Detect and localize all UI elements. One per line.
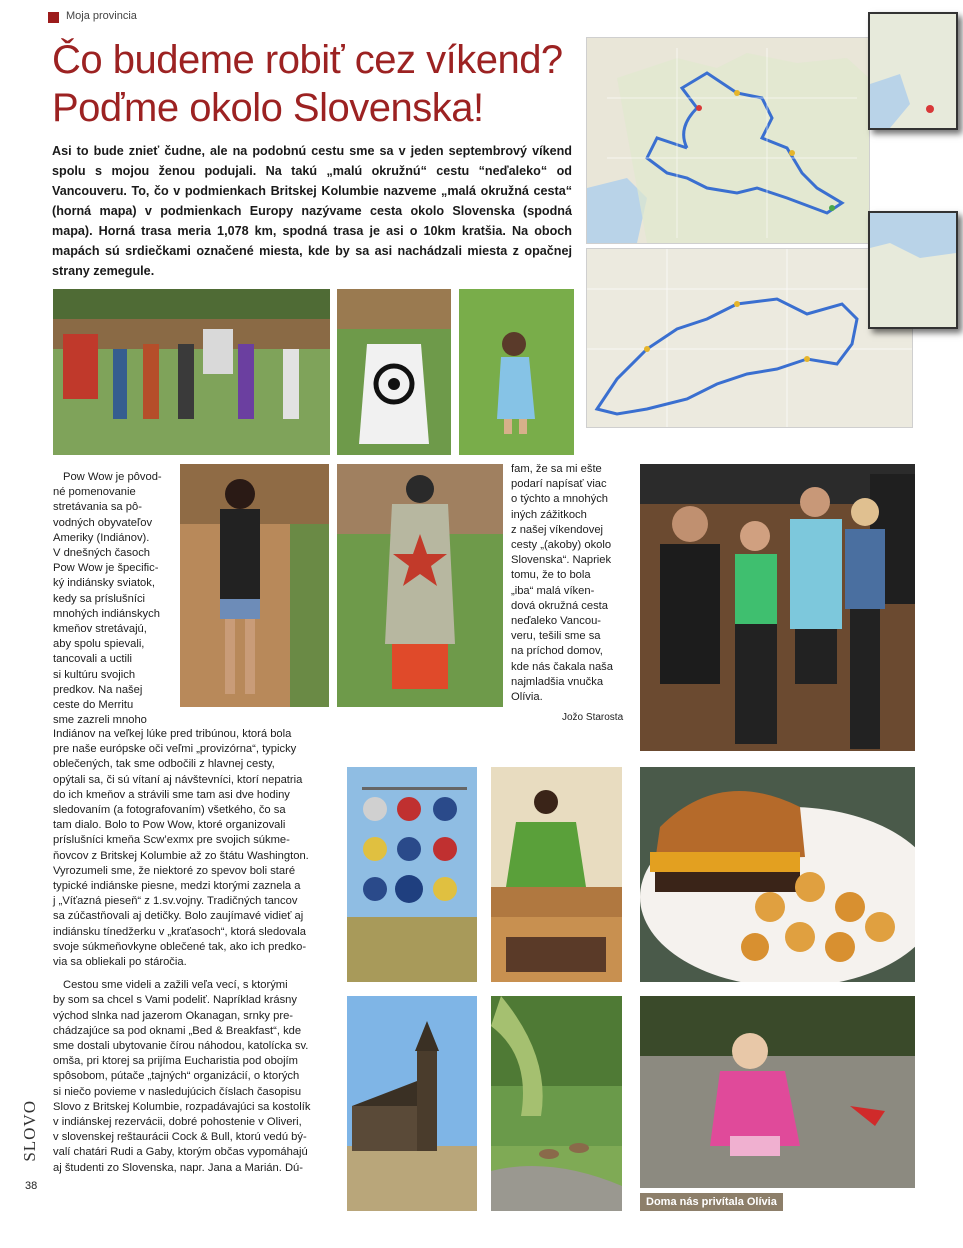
text-line: kedy sa príslušníci	[53, 592, 146, 605]
text-line: Indiánov na veľkej lúke pred tribúnou, ktorá bola	[53, 728, 292, 740]
text-line: príslušníci kmeňa Scw’exmx pre svojich súkme-	[53, 834, 290, 847]
photo-priest-graphic	[491, 767, 622, 982]
text-line: by som sa chcel s Vami podeliť. Napríklad krásny	[53, 994, 297, 1007]
photo-burger-meal	[640, 767, 915, 982]
text-line: valí chatári Rudi a Gaby, ktorým občas vypomáhajú	[53, 1146, 308, 1159]
text-line: v indiánskej rezervácii, dobré pohostenie v Oliveri,	[53, 1116, 302, 1129]
text-line: na príchod domov,	[511, 645, 603, 658]
column-wide-text	[53, 727, 338, 1176]
photo-child-dancer	[459, 289, 574, 455]
text-line: fam, že sa mi ešte	[511, 463, 602, 475]
text-line: si kultúru svojich	[53, 668, 136, 681]
author-name: Jožo Starosta	[562, 712, 624, 723]
text-line: tam dialo. Bolo to Pow Wow, ktoré organizovali	[53, 819, 286, 832]
photo-restaurant-group-graphic	[640, 464, 915, 751]
article-headline	[52, 36, 592, 132]
text-line: Olívia.	[511, 691, 543, 704]
text-line: východ slnka nad jazerom Okanagan, srnky pre-	[53, 1009, 294, 1022]
photo-signs-graphic	[347, 767, 477, 982]
text-line: stretávania sa pô-	[53, 501, 142, 514]
headline-line-1: Čo budeme robiť cez víkend?	[52, 38, 563, 82]
page-number: 38	[25, 1180, 38, 1192]
text-line: spôsobom, pútače „tajných“ organizácií, o ktorých	[53, 1070, 300, 1083]
section-label: Moja provincia	[66, 10, 137, 22]
text-line: iných zážitkoch	[511, 508, 587, 521]
text-line: V dnešných časoch	[53, 547, 151, 560]
photo-priest-mass	[491, 767, 622, 982]
photo-olivia-graphic	[640, 996, 915, 1188]
text-line: tancovali a uctili	[53, 653, 132, 666]
photo-burger-graphic	[640, 767, 915, 982]
text-line: sa zúčastňovali aj detičky. Bolo zaujímavé vidieť aj	[53, 910, 304, 923]
photo-deer-graphic	[491, 996, 622, 1211]
text-line: tomu, že to bola	[511, 569, 591, 582]
text-line: via sa obliekali po stáročia.	[53, 956, 187, 969]
column-left-text	[53, 470, 178, 728]
text-line: veru, tešili sme sa	[511, 630, 601, 643]
photo-teenager	[180, 464, 329, 707]
text-line: z našej víkendovej	[511, 523, 604, 536]
text-line: cesty „(akoby) okolo	[511, 539, 612, 552]
text-line: Ameriky (Indiánov).	[53, 531, 150, 544]
column-middle-text	[511, 462, 636, 705]
map-sk-inset	[868, 211, 958, 329]
text-line: chádzajúce sa pod oknami „Bed & Breakfast“, kde	[53, 1024, 302, 1037]
photo-dancer-regalia	[337, 464, 503, 707]
map-british-columbia	[586, 37, 870, 244]
text-line: v slovenskej reštaurácii Cock & Bull, ktorú vedú bý-	[53, 1131, 307, 1144]
photo-organization-signs	[347, 767, 477, 982]
text-line: Pow Wow je pôvod-	[63, 471, 162, 483]
section-marker	[48, 12, 59, 23]
text-line: podarí napísať viac	[511, 478, 607, 491]
photo-old-church	[347, 996, 477, 1211]
text-line: Slovenska“. Napriek	[511, 554, 612, 567]
text-line: j „Víťazná pieseň“ z 1.sv.vojny. Tradičných tancov	[53, 895, 298, 908]
text-line: najmladšia vnučka	[511, 675, 604, 688]
photo-teenager-graphic	[180, 464, 329, 707]
photo-church-graphic	[347, 996, 477, 1211]
text-line: Cestou sme videli a zažili veľa vecí, s ktorými	[63, 979, 288, 992]
text-line: vodných obyvateľov	[53, 516, 153, 529]
text-line: sme zazreli mnoho	[53, 714, 147, 727]
map-slovakia	[586, 248, 913, 428]
text-line: oblečených, tak sme odbočili z hlavnej cesty,	[53, 758, 275, 771]
map-sk-inset-graphic	[870, 213, 956, 327]
map-sk-graphic	[587, 249, 912, 427]
photo-dancer-regalia-graphic	[337, 464, 503, 707]
text-line: neďaleko Vancou-	[511, 615, 602, 628]
text-line: pre naše európske oči veľmi „provizórna“, typicky	[53, 743, 297, 756]
text-line: kmeňov stretávajú,	[53, 623, 147, 636]
text-line: mnohých indiánskych	[53, 607, 160, 620]
text-line: omša, pri ktorej sa prijíma Eucharistia pod obojím	[53, 1055, 298, 1068]
text-line: svoje súkmeňovkyne oblečené tak, ako ich predko-	[53, 940, 307, 953]
text-line: ký indiánsky sviatok,	[53, 577, 155, 590]
photo-restaurant-group	[640, 464, 915, 751]
text-line: ceste do Merritu	[53, 699, 134, 712]
photo-pow-wow-group	[53, 289, 330, 455]
slovo-logo	[20, 1100, 44, 1170]
headline-line-2: Poďme okolo Slovenska!	[52, 86, 484, 130]
text-line: kde nás čakala naša	[511, 660, 613, 673]
text-line: sledovaním (a fotografovaním) všetkého, čo sa	[53, 804, 286, 817]
text-line: dová okružná cesta	[511, 599, 609, 612]
text-line: né pomenovanie	[53, 486, 136, 499]
photo-olivia	[640, 996, 915, 1188]
text-line: Vyrozumeli sme, že niektoré zo spevov boli staré	[53, 864, 296, 877]
map-bc-graphic	[587, 38, 869, 243]
photo-child-dancer-graphic	[459, 289, 574, 455]
text-line: Slovo z Britskej Kolumbie, rozpadávajúci sa kostolík	[53, 1100, 311, 1113]
photo-pow-wow-group-graphic	[53, 289, 330, 455]
text-line: sme dostali ubytovanie čírou náhodou, katolícka sv.	[53, 1040, 309, 1053]
photo-dancer-back	[337, 289, 451, 455]
photo-dancer-back-graphic	[337, 289, 451, 455]
text-line: ňovcov z Britskej Kolumbie až zo štátu Washington.	[53, 849, 309, 862]
map-bc-inset-graphic	[870, 14, 956, 128]
logo-text: SLOVO	[20, 1100, 39, 1162]
text-line: predkov. Na našej	[53, 683, 143, 696]
map-bc-inset	[868, 12, 958, 130]
text-line: indiánsku tínedžerku v „kraťasoch“, ktorá sledovala	[53, 925, 306, 938]
text-line: opýtali sa, či sú vítaní aj návštevníci, ktorí nepatria	[53, 773, 303, 786]
text-line: typické indiánske piesne, medzi ktorými zaznela a	[53, 880, 301, 893]
photo-caption: Doma nás privítala Olívia	[640, 1193, 783, 1211]
photo-deer-garden	[491, 996, 622, 1211]
text-line: „iba“ malá víken-	[511, 584, 595, 597]
text-line: si niečo povieme v nasledujúcich číslach časopisu	[53, 1085, 302, 1098]
text-line: do ich kmeňov a strávili sme tam asi dve hodiny	[53, 788, 290, 801]
text-line: Pow Wow je špecific-	[53, 562, 159, 575]
intro-paragraph: Asi to bude znieť čudne, ale na podobnú cestu sme sa v jeden septembrový víkend spolu s mojou ženou podujali. Na takú „malú okružnú“ cestu “neďaleko“ od Vancouveru. To, čo v podmienkach Britskej Kolumbie nazveme „malá okružná cesta“ (horná mapa) v podmienkach Europy nazývame cesta okolo Slovenska (spodná mapa). Horná trasa meria 1,078 km, spodná trasa je asi o 10km kratšia. Na oboch mapách sú srdiečkami označené miesta, kde by sa asi nachádzali miesta z opačnej strany zemegule.	[52, 144, 572, 278]
text-line: aj študenti zo Slovenska, napr. Jana a Marián. Dú-	[53, 1161, 303, 1174]
text-line: o týchto a mnohých	[511, 493, 609, 506]
text-line: aby spolu spievali,	[53, 638, 145, 651]
